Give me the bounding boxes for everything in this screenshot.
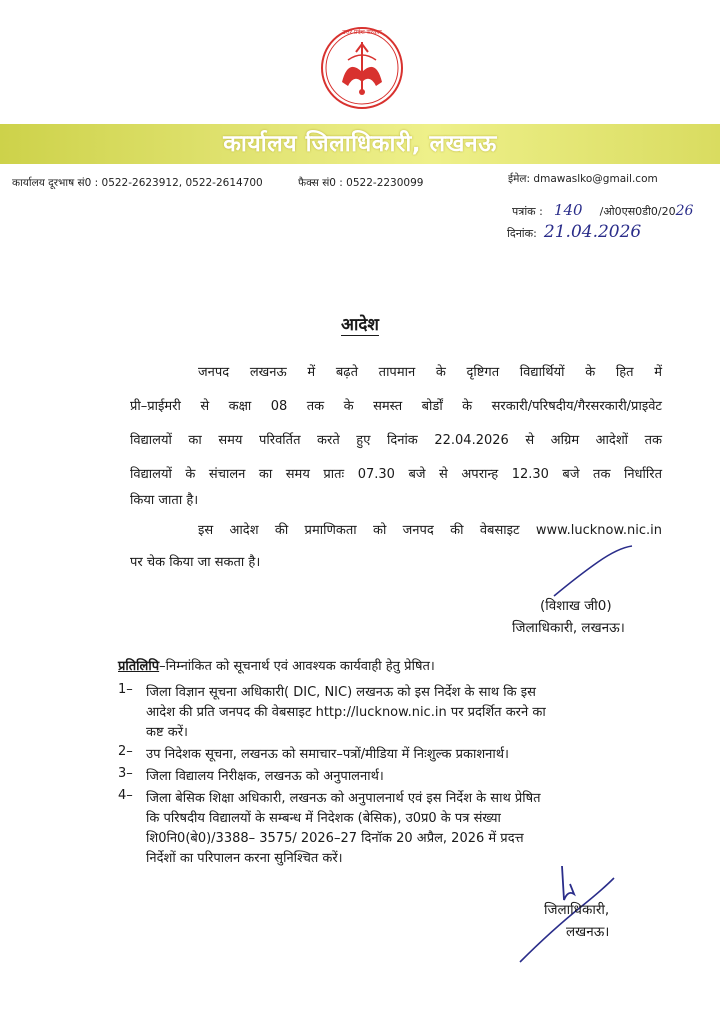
copy-item-line: निर्देशों का परिपालन करना सुनिश्चित करें।	[146, 851, 343, 866]
signature-place: लखनऊ।	[566, 924, 610, 940]
order-paragraph-line: किया जाता है।	[130, 493, 199, 508]
fax-number: फैक्स सं0 : 0522-2230099	[298, 177, 424, 189]
letter-number-handwritten: 140	[553, 201, 583, 219]
copy-item-line: आदेश की प्रति जनपद की वेबसाइट http://lucknow.nic.in पर प्रदर्शित करने का	[146, 705, 546, 720]
telephone-numbers: कार्यालय दूरभाष सं0 : 0522-2623912, 0522-2614700	[12, 177, 263, 189]
authenticity-line: पर चेक किया जा सकता है।	[130, 555, 261, 570]
copy-item-line: उप निदेशक सूचना, लखनऊ को समाचार–पत्रों/मीडिया में निःशुल्क प्रकाशनार्थ।	[146, 747, 509, 762]
date-label: दिनांक:	[507, 227, 537, 240]
copy-item-line: कष्ट करें।	[146, 725, 188, 740]
copy-item-line: जिला विज्ञान सूचना अधिकारी( DIC, NIC) लखनऊ को इस निर्देश के साथ कि इस	[146, 685, 536, 700]
letter-number-label: पत्रांक :	[512, 205, 543, 218]
order-paragraph-line: प्री–प्राईमरी से कक्षा 08 तक के समस्त बोर्डों के सरकारी/परिषदीय/गैरसरकारी/प्राइवेट	[130, 399, 662, 414]
signatory-name: (विशाख जी0)	[540, 598, 612, 614]
email-address: ईमेल: dmawaslko@gmail.com	[508, 173, 658, 185]
date-handwritten: 21.04.2026	[543, 222, 642, 242]
copy-item-number: 1–	[118, 682, 133, 697]
copy-item-number: 4–	[118, 788, 133, 803]
order-paragraph-line: विद्यालयों का समय परिवर्तित करते हुए दिनांक 22.04.2026 से अग्रिम आदेशों तक	[130, 433, 662, 448]
office-title: कार्यालय जिलाधिकारी, लखनऊ	[223, 131, 497, 157]
order-heading: आदेश	[341, 315, 379, 335]
signatory-designation: जिलाधिकारी, लखनऊ।	[512, 620, 625, 636]
emblem-caption: उत्तर प्रदेश सरकार	[342, 29, 382, 36]
copy-item-line: कि परिषदीय विद्यालयों के सम्बन्ध में निदेशक (बेसिक), उ0प्र0 के पत्र संख्या	[146, 811, 501, 826]
signature-designation: जिलाधिकारी,	[544, 902, 610, 918]
letter-number-block	[512, 200, 693, 219]
copy-intro-text: –निम्नांकित को सूचनार्थ एवं आवश्यक कार्यवाही हेतु प्रेषित।	[159, 659, 435, 674]
copy-item-line: शि0नि0(बे0)/3388– 3575/ 2026–27 दिनॉक 20 अप्रैल, 2026 में प्रदत्त	[146, 831, 524, 846]
letter-number-suffix: /ओ0एस0डी0/20	[599, 205, 676, 218]
copy-item-number: 2–	[118, 744, 133, 759]
letter-number-year-handwritten: 26	[675, 203, 694, 219]
authenticity-line: इस आदेश की प्रमाणिकता को जनपद की वेबसाइट www.lucknow.nic.in	[198, 523, 662, 538]
copy-item-line: जिला विद्यालय निरीक्षक, लखनऊ को अनुपालनार्थ।	[146, 769, 384, 784]
handwritten-signature-1	[548, 542, 638, 602]
copy-label: प्रतिलिपि	[118, 659, 160, 674]
copy-intro	[118, 656, 435, 674]
order-paragraph-line: विद्यालयों के संचालन का समय प्रातः 07.30 बजे से अपरान्ह 12.30 बजे तक निर्धारित	[130, 467, 662, 482]
date-block	[507, 222, 641, 242]
copy-item-number: 3–	[118, 766, 133, 781]
copy-item-line: जिला बेसिक शिक्षा अधिकारी, लखनऊ को अनुपालनार्थ एवं इस निर्देश के साथ प्रेषित	[146, 791, 541, 806]
order-paragraph-line: जनपद लखनऊ में बढ़ते तापमान के दृष्टिगत विद्यार्थियों के हित में	[198, 365, 662, 380]
